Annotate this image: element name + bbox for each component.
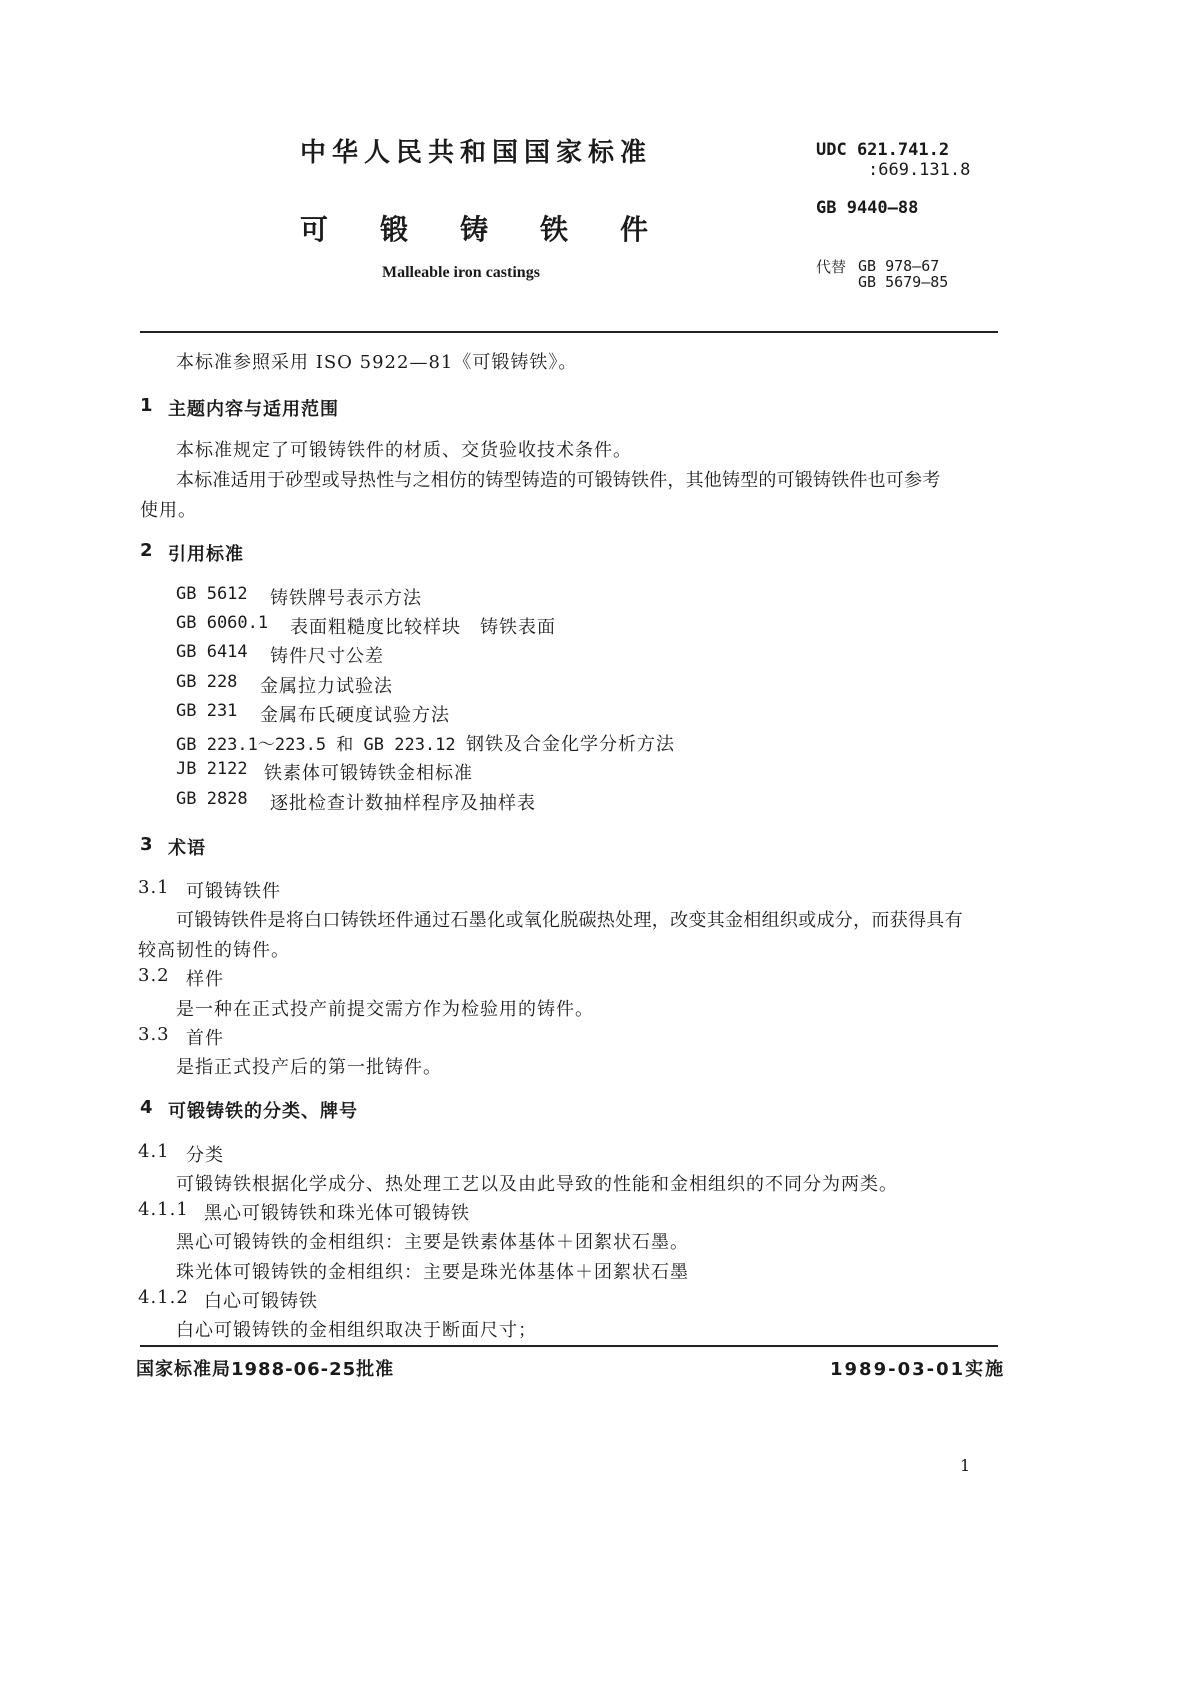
section-3-1-text-cont: 较高韧性的铸件。: [138, 940, 290, 961]
footer-rule: [140, 1345, 998, 1347]
ref-name: 逐批检查计数抽样程序及抽样表: [270, 793, 536, 814]
section-4-1-2-number: 4.1.2: [138, 1287, 189, 1308]
ref-code: GB 6060.1: [176, 613, 269, 633]
ref-name: 表面粗糙度比较样块 铸铁表面: [290, 617, 556, 638]
header-rule: [140, 331, 998, 333]
section-3-2-text: 是一种在正式投产前提交需方作为检验用的铸件。: [176, 999, 594, 1020]
section-1-paragraph-2: 本标准适用于砂型或导热性与之相仿的铸型铸造的可锻铸铁件，其他铸型的可锻铸铁件也可参考: [176, 470, 941, 491]
section-1-number: 1: [140, 395, 154, 416]
effective-date: 1989-03-01实施: [830, 1359, 1006, 1380]
ref-name: 金属布氏硬度试验方法: [260, 705, 450, 726]
section-4-1-title: 分类: [186, 1145, 224, 1166]
section-1-title: 主题内容与适用范围: [168, 399, 339, 420]
ref-name: 金属拉力试验法: [260, 676, 393, 697]
ref-name: 铸件尺寸公差: [270, 646, 384, 667]
section-2-title: 引用标准: [168, 544, 244, 565]
section-4-1-text: 可锻铸铁根据化学成分、热处理工艺以及由此导致的性能和金相组织的不同分为两类。: [176, 1174, 898, 1195]
section-4-1-number: 4.1: [138, 1141, 170, 1162]
section-4-1-1-number: 4.1.1: [138, 1199, 189, 1220]
section-3-2-title: 样件: [186, 969, 224, 990]
udc-line-2: :669.131.8: [868, 160, 971, 180]
section-4-1-1-paragraph-1: 黑心可锻铸铁的金相组织：主要是铁素体基体＋团絮状石墨。: [176, 1232, 689, 1253]
title-char: 铁: [540, 213, 569, 246]
title-char: 可: [300, 213, 329, 246]
section-3-number: 3: [140, 834, 154, 855]
english-title: Malleable iron castings: [382, 264, 540, 281]
section-4-1-1-paragraph-2: 珠光体可锻铸铁的金相组织：主要是珠光体基体＋团絮状石墨: [176, 1262, 689, 1283]
udc-line-1: UDC 621.741.2: [816, 140, 950, 160]
ref-code: GB 6414: [176, 642, 248, 662]
ref-name: 铁素体可锻铸铁金相标准: [264, 763, 473, 784]
section-3-3-number: 3.3: [138, 1024, 170, 1045]
replaces-standard-2: GB 5679—85: [858, 273, 949, 291]
section-3-title: 术语: [168, 838, 206, 859]
page-number: 1: [960, 1456, 971, 1475]
title-char: 件: [620, 213, 649, 246]
section-2-number: 2: [140, 540, 154, 561]
ref-code: GB 223.1～223.5 和 GB 223.12: [176, 735, 456, 755]
section-3-1-number: 3.1: [138, 877, 170, 898]
approval-date: 国家标准局1988-06-25批准: [136, 1359, 395, 1380]
replaces-standard-1: GB 978—67: [858, 257, 940, 275]
section-3-3-title: 首件: [186, 1028, 224, 1049]
section-3-1-text: 可锻铸铁件是将白口铸铁坯件通过石墨化或氧化脱碳热处理，改变其金相组织或成分，而获得具有: [176, 910, 963, 931]
section-4-1-2-title: 白心可锻铸铁: [204, 1291, 318, 1312]
ref-name: 铸铁牌号表示方法: [270, 588, 422, 609]
section-4-1-2-text: 白心可锻铸铁的金相组织取决于断面尺寸；: [176, 1320, 537, 1341]
gb-number: GB 9440—88: [816, 198, 919, 218]
ref-code: GB 5612: [176, 584, 248, 604]
replaces-label: 代替: [816, 258, 847, 276]
section-3-3-text: 是指正式投产后的第一批铸件。: [176, 1057, 442, 1078]
intro-text: 本标准参照采用 ISO 5922—81《可锻铸铁》。: [176, 352, 578, 373]
title-char: 锻: [380, 213, 409, 246]
ref-code: GB 228: [176, 672, 238, 692]
section-3-2-number: 3.2: [138, 965, 170, 986]
section-4-title: 可锻铸铁的分类、牌号: [168, 1101, 358, 1122]
ref-name: 钢铁及合金化学分析方法: [466, 734, 675, 755]
section-1-paragraph-1: 本标准规定了可锻铸铁件的材质、交货验收技术条件。: [176, 440, 632, 461]
title-char: 铸: [460, 213, 489, 246]
ref-code: GB 2828: [176, 789, 248, 809]
ref-code: GB 231: [176, 701, 238, 721]
section-4-number: 4: [140, 1097, 154, 1118]
standard-title: [300, 208, 660, 248]
section-4-1-1-title: 黑心可锻铸铁和珠光体可锻铸铁: [204, 1203, 470, 1224]
section-3-1-title: 可锻铸铁件: [186, 881, 281, 902]
ref-code: JB 2122: [176, 759, 248, 779]
national-standard-title: 中华人民共和国国家标准: [300, 138, 653, 168]
section-1-paragraph-2-cont: 使用。: [140, 500, 197, 521]
